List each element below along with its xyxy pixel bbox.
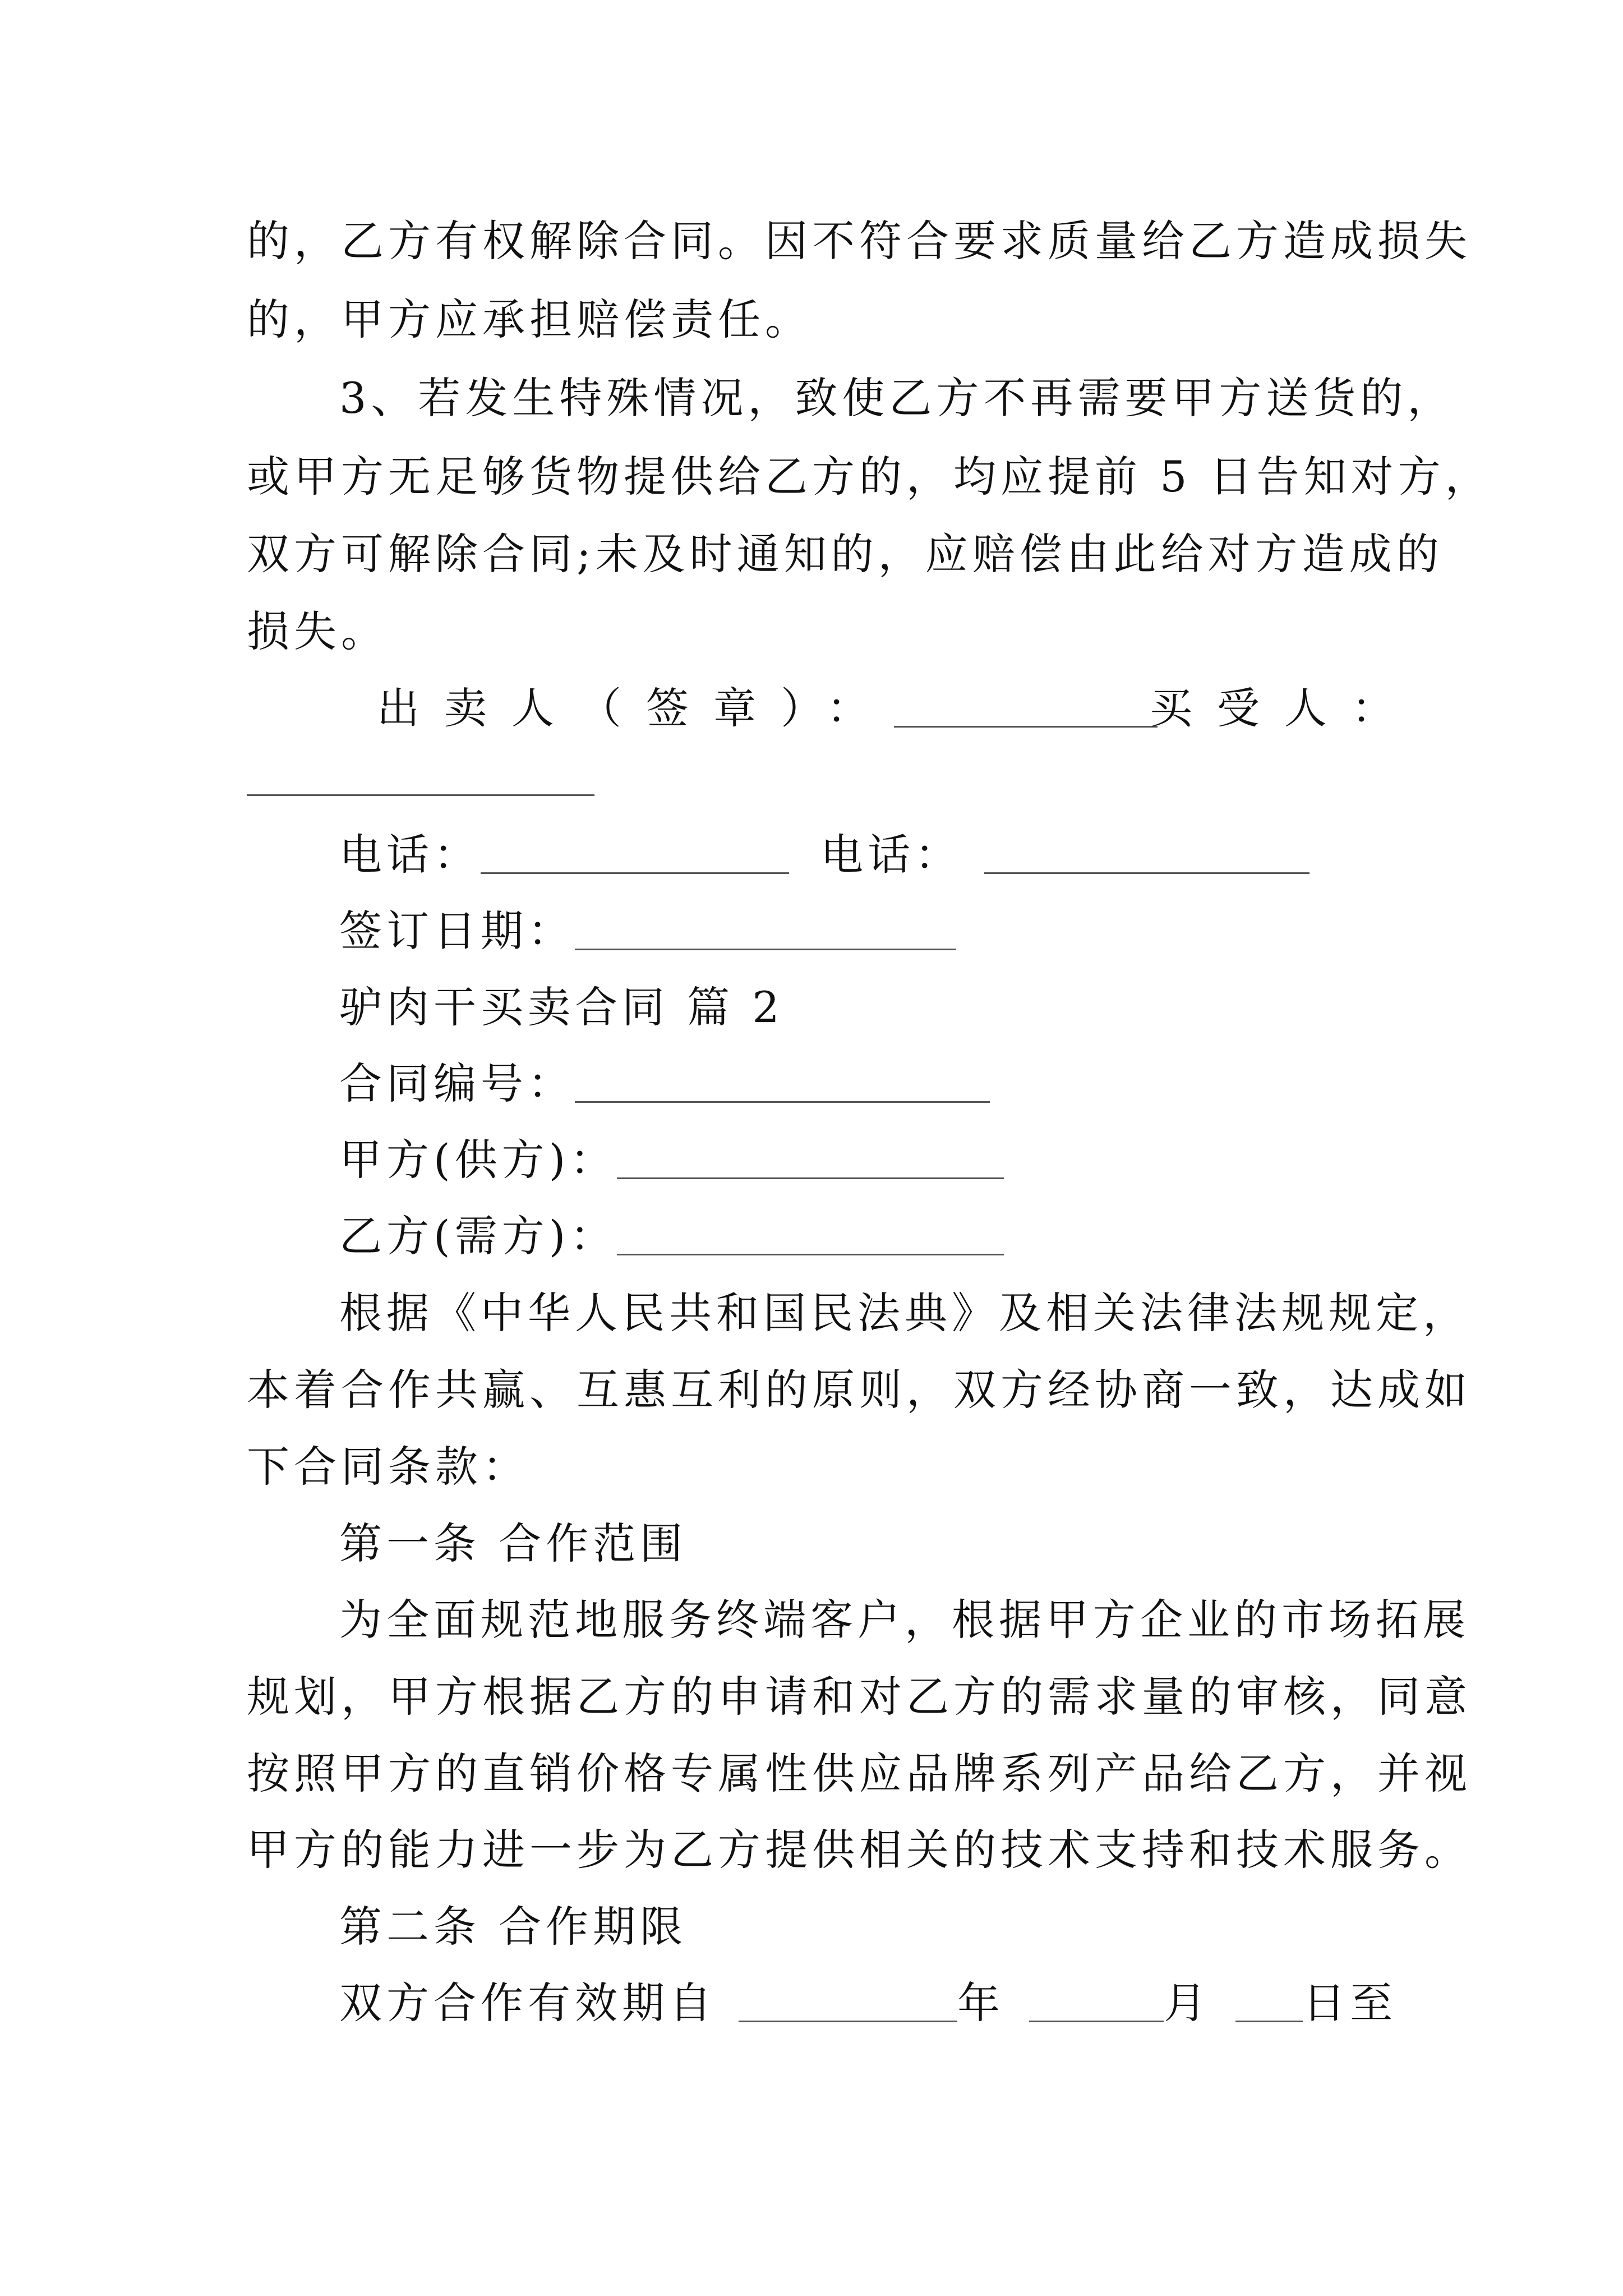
text-line-6: 损失。 [247,606,388,656]
seller-signature-line [377,682,1158,735]
phone1-label: 电话： [339,830,481,880]
year-label: 年 [957,1978,1004,2028]
phone1-blank [481,833,789,874]
article-1-line-4: 甲方的能力进一步为乙方提供相关的技术支持和技术服务。 [247,1825,1472,1875]
seller-label: 出卖人（签章）： [377,683,894,733]
text-line-1: 的，乙方有权解除合同。因不符合要求质量给乙方造成损失 [247,216,1472,266]
contract-no-line [339,1057,990,1111]
article-2-title: 第二条 合作期限 [339,1902,688,1952]
party-a-blank [617,1138,1004,1179]
article-1-title: 第一条 合作范围 [339,1519,688,1568]
intro-line-3: 下合同条款： [247,1442,529,1492]
phone2-label: 电话： [820,830,962,880]
day-to-label: 日至 [1303,1978,1397,2028]
text-line-2: 的，甲方应承担赔偿责任。 [247,295,812,344]
buyer-blank [247,794,594,796]
party-b-label: 乙方(需方)： [339,1211,617,1261]
seller-blank [894,687,1158,728]
date-line [339,904,956,958]
article-2-line-1 [339,1976,1397,2030]
article-1-line-1: 为全面规范地服务终端客户，根据甲方企业的市场拓展 [339,1595,1470,1645]
start-year-blank [739,1981,957,2022]
party-a-label: 甲方(供方)： [339,1135,617,1185]
text-line-5: 双方可解除合同;未及时通知的，应赔偿由此给对方造成的 [247,529,1444,579]
start-day-blank [1235,1981,1303,2022]
buyer-label: 买受人： [1150,683,1419,733]
contract-no-label: 合同编号： [339,1059,575,1108]
contract-no-blank [575,1062,990,1103]
text-line-4: 或甲方无足够货物提供给乙方的，均应提前 5 日告知对方， [247,452,1492,501]
party-a-line [339,1133,1004,1187]
period-prefix: 双方合作有效期自 [339,1978,716,2028]
text-line-3: 3、若发生特殊情况，致使乙方不再需要甲方送货的， [339,373,1455,423]
date-label: 签订日期： [339,906,575,956]
party-b-line [339,1209,1004,1263]
article-1-line-2: 规划，甲方根据乙方的申请和对乙方的需求量的审核，同意 [247,1672,1472,1722]
intro-line-1: 根据《中华人民共和国民法典》及相关法律法规规定， [339,1288,1470,1338]
phone-line [339,828,1310,882]
start-month-blank [1029,1981,1164,2022]
phone2-blank [984,833,1310,874]
date-blank [575,909,956,950]
article-1-line-3: 按照甲方的直销价格专属性供应品牌系列产品给乙方，并视 [247,1749,1472,1798]
section-title: 驴肉干买卖合同 篇 2 [339,982,784,1032]
month-label: 月 [1164,1978,1211,2028]
intro-line-2: 本着合作共赢、互惠互利的原则，双方经协商一致，达成如 [247,1365,1472,1415]
party-b-blank [617,1214,1004,1255]
